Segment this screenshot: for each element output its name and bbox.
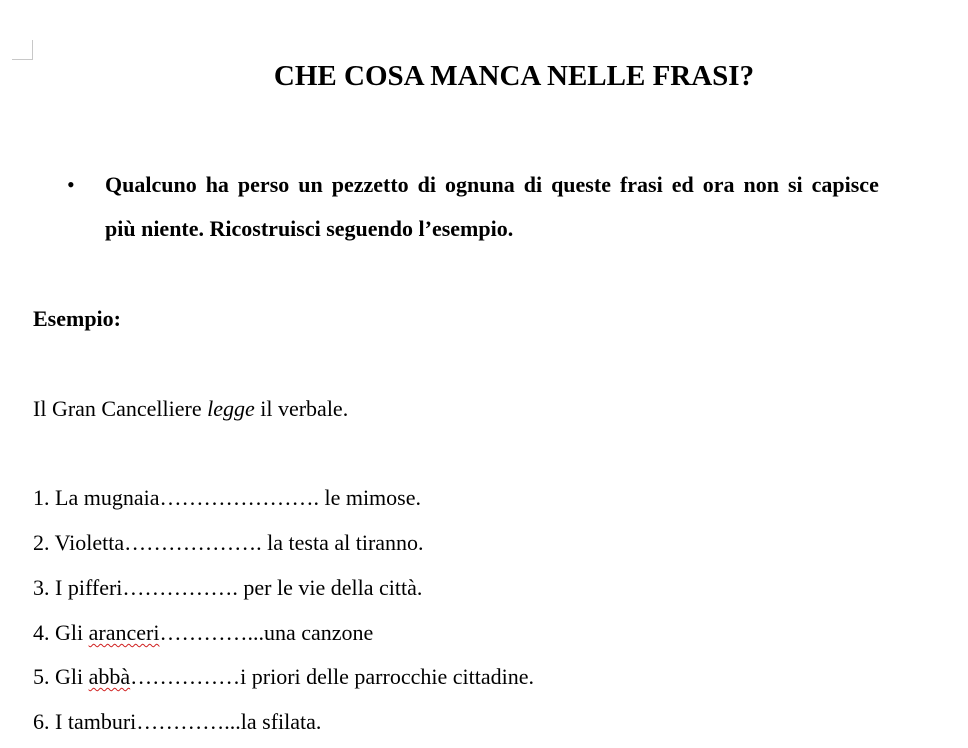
bullet-point: • [67, 172, 75, 197]
example-sentence-end: il verbale. [254, 396, 349, 421]
exercise-5-suffix: ……………i priori delle parrocchie cittadine. [130, 664, 534, 689]
exercise-sentence-2: 2. Violetta………………. la testa al tiranno. [33, 530, 424, 555]
instruction-line-2: più niente. Ricostruisci seguendo l’esempio. [105, 216, 514, 241]
page-title: CHE COSA MANCA NELLE FRASI? [273, 60, 755, 92]
example-heading: Esempio: [33, 306, 121, 331]
example-verb: legge [207, 396, 255, 421]
exercise-sentence-3: 3. I pifferi……………. per le vie della città. [33, 575, 423, 600]
exercise-4-suffix: …………...una canzone [159, 620, 374, 645]
exercise-sentence-5 [33, 664, 534, 690]
page-corner-marker [12, 40, 33, 60]
example-sentence [33, 396, 348, 422]
misspelled-word[interactable]: aranceri [88, 620, 160, 645]
example-sentence-start: Il Gran Cancelliere [33, 396, 208, 421]
exercise-4-prefix: 4. Gli [33, 620, 89, 645]
instruction-line-1: Qualcuno ha perso un pezzetto di ognuna di queste frasi ed ora non si capisce [105, 172, 879, 197]
exercise-sentence-4 [33, 620, 373, 646]
misspelled-word[interactable]: abbà [88, 664, 131, 689]
exercise-5-prefix: 5. Gli [33, 664, 89, 689]
exercise-sentence-1: 1. La mugnaia…………………. le mimose. [33, 485, 421, 510]
exercise-sentence-6: 6. I tamburi…………...la sfilata. [33, 709, 322, 734]
